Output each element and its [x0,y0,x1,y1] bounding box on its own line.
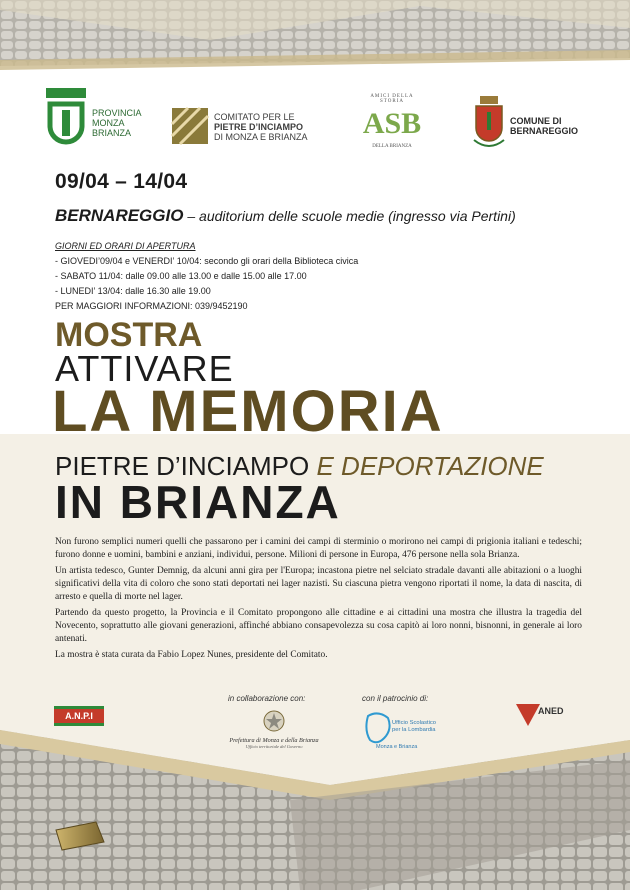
prefettura-name: Prefettura di Monza e della Brianza [229,737,319,744]
provincia-line3: BRIANZA [92,128,132,138]
cobblestone-top-band [0,0,630,78]
subtitle-deportazione: E DEPORTAZIONE [309,451,544,481]
exhibition-dates: 09/04 – 14/04 [55,170,188,193]
prefettura-sub: Ufficio territoriale del Governo [245,744,303,749]
comune-line2: BERNAREGGIO [510,126,579,136]
venue [55,206,516,226]
comitato-line2: PIETRE D’INCIAMPO [214,122,304,132]
anpi-label: A.N.P.I [54,709,104,723]
title-attivare: ATTIVARE [55,348,234,389]
usr-name: Ufficio Scolastico per la Lombardia [392,720,437,733]
comune-logo [472,96,592,156]
info-phone: PER MAGGIORI INFORMAZIONI: 039/9452190 [55,301,248,311]
body-paragraph: La mostra è stata curata da Fabio Lopez Nunes, presidente del Comitato. [55,650,328,660]
comune-coat-of-arms-icon [472,96,506,152]
prefettura-logo [226,710,322,749]
asb-bottom-text: DELLA BRIANZA [372,144,412,149]
asb-top-text: AMICI DELLA STORIA [370,94,414,104]
body-paragraph: Non furono semplici numeri quelli che passarono per i camini dei campi di sterminio o morirono nei campi di prigionia italiani e tedeschi; furono donne e uomini, bambini e anziani, individui, persone. Milioni di persone in Europa, 476 persone nella sola Brianza. [55,537,582,560]
provincia-line1: PROVINCIA [92,108,142,118]
hours-line: - GIOVEDI’09/04 e VENERDI’ 10/04: secondo gli orari della Biblioteca civica [55,256,359,266]
body-text [55,536,582,665]
provincia-line2: MONZA [92,118,125,128]
venue-city: BERNAREGGIO [55,206,184,225]
hours-line: - LUNEDI’ 13/04: dalle 16.30 alle 19.00 [55,286,211,296]
venue-detail: – auditorium delle scuole medie (ingresso via Pertini) [183,208,516,224]
collaboration-label: in collaborazione con: [228,694,306,703]
title-mostra: MOSTRA [55,316,203,354]
logos-row [0,86,630,166]
provincia-emblem-icon [42,86,90,154]
anpi-logo [54,706,104,726]
provincia-logo [42,86,152,156]
opening-hours [55,239,358,314]
comune-line1: COMUNE DI [510,116,562,126]
usr-sub: Monza e Brianza [376,744,418,750]
comitato-line1: COMITATO PER LE [214,112,295,122]
hours-line: - SABATO 11/04: dalle 09.00 alle 13.00 e dalle 15.00 alle 17.00 [55,271,307,281]
patronage-label: con il patrocinio di: [362,694,429,703]
subtitle-pietre: PIETRE D’INCIAMPO [55,451,310,481]
aned-logo [516,704,596,731]
comitato-logo [170,106,330,156]
hours-heading: GIORNI ED ORARI DI APERTURA [55,241,196,251]
usr-logo [362,710,442,756]
aned-label: ANED [538,706,564,716]
asb-logo [362,94,422,160]
asb-monogram: ASB [362,107,422,140]
partners-row [0,690,630,760]
body-paragraph: Partendo da questo progetto, la Provincia e il Comitato propongono alle cittadine e ai cittadini una mostra che illustra la tragedia del Novecento, soprattutto alle giovani generazioni, affinché abbiano consapevolezza su cosa capitò ai loro nonni, bisnonni, in generale ai loro antenati. [55,608,582,644]
republic-emblem-icon [263,710,285,732]
comitato-stones-icon [170,106,210,146]
body-paragraph: Un artista tedesco, Gunter Demnig, da alcuni anni gira per l'Europa; incastona pietre nel selciato stradale davanti alle abitazioni o a luoghi significativi della vita di coloro che sono stati deportati nei lager nazisti. Su ciascuna pietra vengono riportati il nome, la data di nascita, di arresto e quella di morte nel lager. [55,566,582,602]
title-memoria: LA MEMORIA [52,379,444,444]
comitato-line3: DI MONZA E BRIANZA [214,132,308,142]
title-brianza: IN BRIANZA [55,476,341,528]
aned-triangle-icon [516,704,540,726]
